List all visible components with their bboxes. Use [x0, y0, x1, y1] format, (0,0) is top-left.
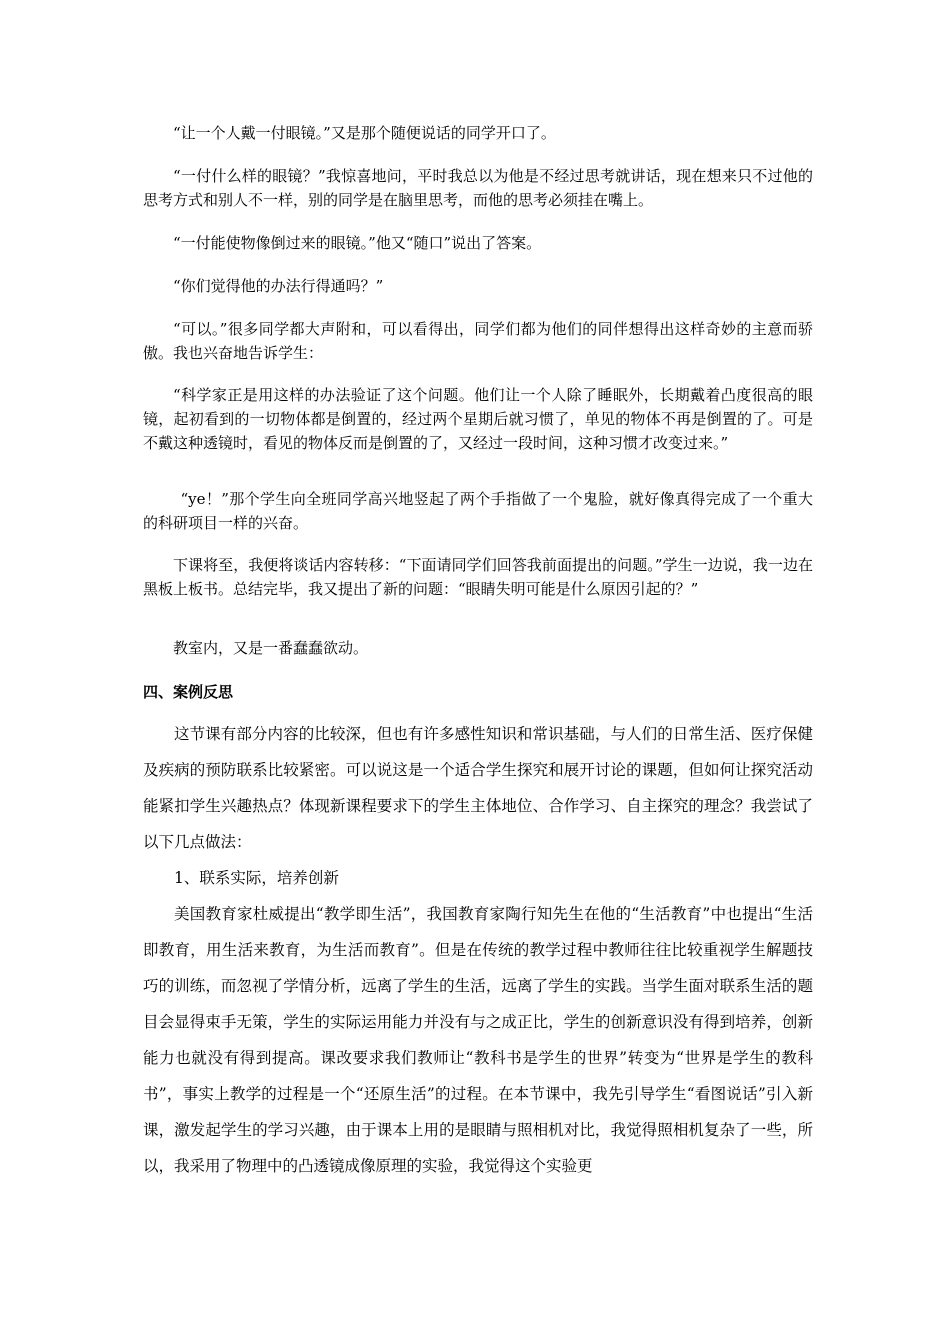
dialogue-paragraph-7: “ye！”那个学生向全班同学高兴地竖起了两个手指做了一个鬼脸，就好像真得完成了一个重大的科研项目一样的兴奋。 — [143, 490, 813, 532]
reflection-body-paragraph: 美国教育家杜威提出“教学即生活”，我国教育家陶行知先生在他的“生活教育”中也提出“生活即教育，用生活来教育，为生活而教育”。但是在传统的教学过程中教师往往比较重视学生解题技巧的训练，而忽视了学情分析，远离了学生的生活，远离了学生的实践。当学生面对联系生活的题目会显得束手无策，学生的实际运用能力并没有与之成正比，学生的创新意识没有得到培养，创新能力也就没有得到提高。课改要求我们教师让“教科书是学生的世界”转变为“世界是学生的教科书”，事实上教学的过程是一个“还原生活”的过程。在本节课中，我先引导学生“看图说话”引入新课，激发起学生的学习兴趣，由于课本上用的是眼睛与照相机对比，我觉得照相机复杂了一些，所以，我采用了物理中的凸透镜成像原理的实验，我觉得这个实验更 — [143, 905, 813, 1175]
dialogue-paragraph-2: “一付什么样的眼镜？”我惊喜地问，平时我总以为他是不经过思考就讲话，现在想来只不过他的思考方式和别人不一样，别的同学是在脑里思考，而他的思考必须挂在嘴上。 — [143, 167, 813, 209]
reflection-point-1: 1、联系实际，培养创新 — [174, 869, 339, 887]
section-heading: 四、案例反思 — [143, 683, 234, 701]
reflection-intro-paragraph: 这节课有部分内容的比较深，但也有许多感性知识和常识基础，与人们的日常生活、医疗保健及疾病的预防联系比较紧密。可以说这是一个适合学生探究和展开讨论的课题，但如何让探究活动能紧扣学生兴趣热点？体现新课程要求下的学生主体地位、合作学习、自主探究的理念？我尝试了以下几点做法： — [143, 725, 813, 851]
dialogue-paragraph-9: 教室内，又是一番蠢蠢欲动。 — [173, 639, 369, 657]
dialogue-paragraph-8: 下课将至，我便将谈话内容转移：“下面请同学们回答我前面提出的问题。”学生一边说，我一边在黑板上板书。总结完毕，我又提出了新的问题：“眼睛失明可能是什么原因引起的？” — [143, 556, 813, 598]
dialogue-paragraph-1: “让一个人戴一付眼镜。”又是那个随便说话的同学开口了。 — [173, 124, 556, 142]
dialogue-paragraph-6: “科学家正是用这样的办法验证了这个问题。他们让一个人除了睡眠外，长期戴着凸度很高的眼镜，起初看到的一切物体都是倒置的，经过两个星期后就习惯了，单见的物体不再是倒置的了。可是不戴这种透镜时，看见的物体反而是倒置的了，又经过一段时间，这种习惯才改变过来。” — [143, 386, 813, 452]
dialogue-paragraph-4: “你们觉得他的办法行得通吗？” — [173, 277, 384, 295]
dialogue-paragraph-5: “可以。”很多同学都大声附和，可以看得出，同学们都为他们的同伴想得出这样奇妙的主意而骄傲。我也兴奋地告诉学生： — [143, 320, 813, 362]
dialogue-paragraph-3: “一付能使物像倒过来的眼镜。”他又“随口”说出了答案。 — [173, 234, 542, 252]
